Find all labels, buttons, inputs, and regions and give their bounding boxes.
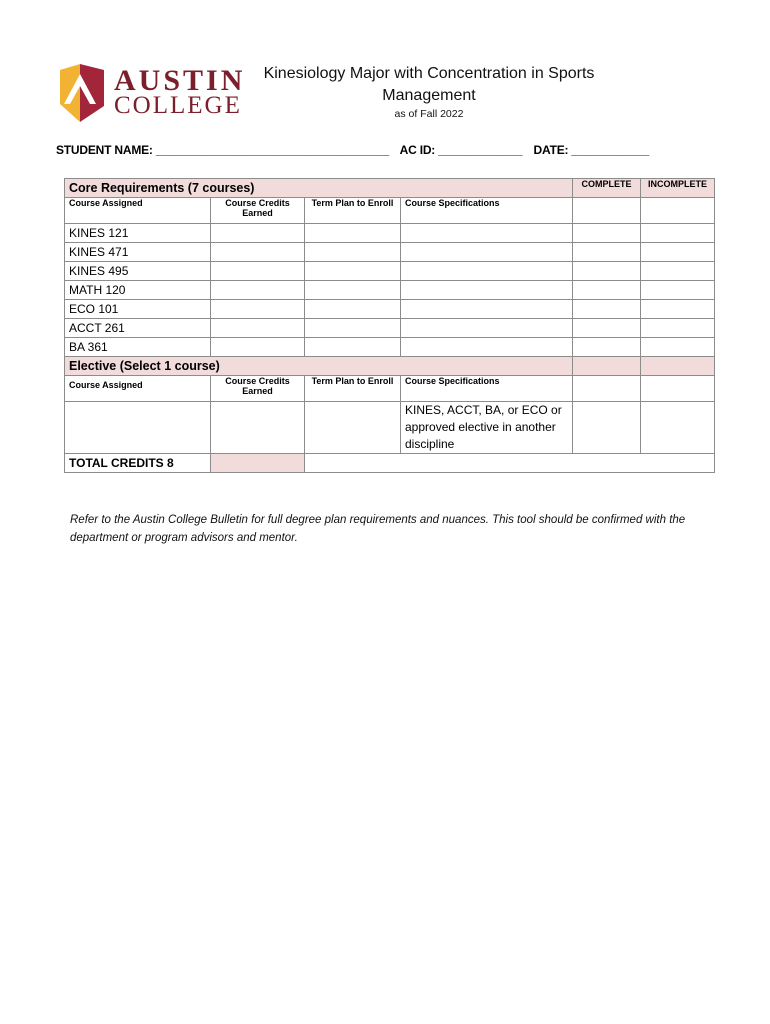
course-name: KINES 471 bbox=[65, 243, 211, 262]
document-title bbox=[245, 63, 613, 107]
spec-cell[interactable] bbox=[401, 300, 573, 319]
student-info-line bbox=[56, 143, 657, 157]
core-section-title: Core Requirements (7 courses) bbox=[65, 179, 573, 198]
logo-wordmark-line1: AUSTIN bbox=[114, 64, 246, 97]
credits-cell[interactable] bbox=[211, 243, 305, 262]
credits-cell[interactable] bbox=[211, 224, 305, 243]
elective-course-cell[interactable] bbox=[65, 402, 211, 454]
logo-wordmark-line2: COLLEGE bbox=[114, 92, 242, 119]
spec-cell[interactable] bbox=[401, 243, 573, 262]
incomplete-cell[interactable] bbox=[641, 319, 715, 338]
term-cell[interactable] bbox=[305, 243, 401, 262]
term-cell[interactable] bbox=[305, 338, 401, 357]
spec-cell[interactable] bbox=[401, 281, 573, 300]
elective-spec-note: KINES, ACCT, BA, or ECO or approved elective in another discipline bbox=[401, 402, 573, 454]
col-term-plan: Term Plan to Enroll bbox=[305, 198, 401, 224]
credits-cell[interactable] bbox=[211, 300, 305, 319]
elective-header-spacer bbox=[573, 357, 641, 376]
incomplete-cell[interactable] bbox=[641, 224, 715, 243]
course-name: ACCT 261 bbox=[65, 319, 211, 338]
complete-cell[interactable] bbox=[573, 319, 641, 338]
incomplete-cell[interactable] bbox=[641, 262, 715, 281]
credits-cell[interactable] bbox=[211, 281, 305, 300]
complete-cell[interactable] bbox=[573, 281, 641, 300]
austin-college-logo bbox=[58, 64, 246, 122]
term-cell[interactable] bbox=[305, 402, 401, 454]
course-name: KINES 495 bbox=[65, 262, 211, 281]
incomplete-cell[interactable] bbox=[641, 243, 715, 262]
term-cell[interactable] bbox=[305, 319, 401, 338]
table-row bbox=[65, 300, 715, 319]
table-row bbox=[65, 224, 715, 243]
elective-header-spacer bbox=[641, 357, 715, 376]
status-complete-header: COMPLETE bbox=[573, 179, 641, 198]
complete-cell[interactable] bbox=[573, 262, 641, 281]
col-course-specifications: Course Specifications bbox=[401, 198, 573, 224]
incomplete-cell[interactable] bbox=[641, 376, 715, 402]
document-subtitle: as of Fall 2022 bbox=[394, 108, 464, 120]
spec-cell[interactable] bbox=[401, 319, 573, 338]
complete-cell[interactable] bbox=[573, 198, 641, 224]
incomplete-cell[interactable] bbox=[641, 198, 715, 224]
complete-cell[interactable] bbox=[573, 402, 641, 454]
credits-cell[interactable] bbox=[211, 338, 305, 357]
credits-cell[interactable] bbox=[211, 319, 305, 338]
course-name: BA 361 bbox=[65, 338, 211, 357]
incomplete-cell[interactable] bbox=[641, 402, 715, 454]
col-course-assigned: Course Assigned bbox=[65, 198, 211, 224]
complete-cell[interactable] bbox=[573, 376, 641, 402]
term-cell[interactable] bbox=[305, 300, 401, 319]
table-row bbox=[65, 262, 715, 281]
ac-id-field[interactable]: AC ID: _____________ bbox=[399, 143, 523, 157]
title-line-1: Kinesiology Major with Concentration in Sports bbox=[263, 65, 595, 82]
incomplete-cell[interactable] bbox=[641, 338, 715, 357]
col-course-assigned: Course Assigned bbox=[65, 376, 211, 402]
table-row bbox=[65, 338, 715, 357]
term-cell[interactable] bbox=[305, 281, 401, 300]
date-field[interactable]: DATE: ____________ bbox=[533, 143, 650, 157]
footer-note: Refer to the Austin College Bulletin for full degree plan requirements and nuances. This tool should be confirmed with the department or program advisors and mentor. bbox=[70, 514, 686, 544]
total-row-spacer bbox=[305, 454, 715, 473]
incomplete-cell[interactable] bbox=[641, 281, 715, 300]
spec-cell[interactable] bbox=[401, 338, 573, 357]
table-row bbox=[65, 243, 715, 262]
complete-cell[interactable] bbox=[573, 338, 641, 357]
degree-plan-table bbox=[64, 178, 715, 473]
col-term-plan: Term Plan to Enroll bbox=[305, 376, 401, 402]
complete-cell[interactable] bbox=[573, 224, 641, 243]
credits-cell[interactable] bbox=[211, 402, 305, 454]
title-line-2: Management bbox=[382, 87, 476, 104]
spec-cell[interactable] bbox=[401, 262, 573, 281]
course-name: KINES 121 bbox=[65, 224, 211, 243]
elective-section-header bbox=[65, 357, 715, 376]
status-incomplete-header: INCOMPLETE bbox=[641, 179, 715, 198]
col-course-credits: Course Credits Earned bbox=[211, 198, 305, 224]
complete-cell[interactable] bbox=[573, 243, 641, 262]
total-credits-label: TOTAL CREDITS 8 bbox=[65, 454, 211, 473]
incomplete-cell[interactable] bbox=[641, 300, 715, 319]
table-row bbox=[65, 319, 715, 338]
core-column-headers bbox=[65, 198, 715, 224]
total-credits-value[interactable] bbox=[211, 454, 305, 473]
credits-cell[interactable] bbox=[211, 262, 305, 281]
spec-cell[interactable] bbox=[401, 224, 573, 243]
course-name: MATH 120 bbox=[65, 281, 211, 300]
complete-cell[interactable] bbox=[573, 300, 641, 319]
total-row bbox=[65, 454, 715, 473]
course-name: ECO 101 bbox=[65, 300, 211, 319]
col-course-specifications: Course Specifications bbox=[401, 376, 573, 402]
core-section-header bbox=[65, 179, 715, 198]
student-name-field[interactable]: STUDENT NAME: ____________________________________ bbox=[56, 143, 389, 157]
table-row bbox=[65, 281, 715, 300]
elective-column-headers bbox=[65, 376, 715, 402]
elective-section-title: Elective (Select 1 course) bbox=[65, 357, 573, 376]
college-shield-icon bbox=[58, 64, 108, 122]
table-row bbox=[65, 402, 715, 454]
col-course-credits: Course Credits Earned bbox=[211, 376, 305, 402]
term-cell[interactable] bbox=[305, 262, 401, 281]
term-cell[interactable] bbox=[305, 224, 401, 243]
